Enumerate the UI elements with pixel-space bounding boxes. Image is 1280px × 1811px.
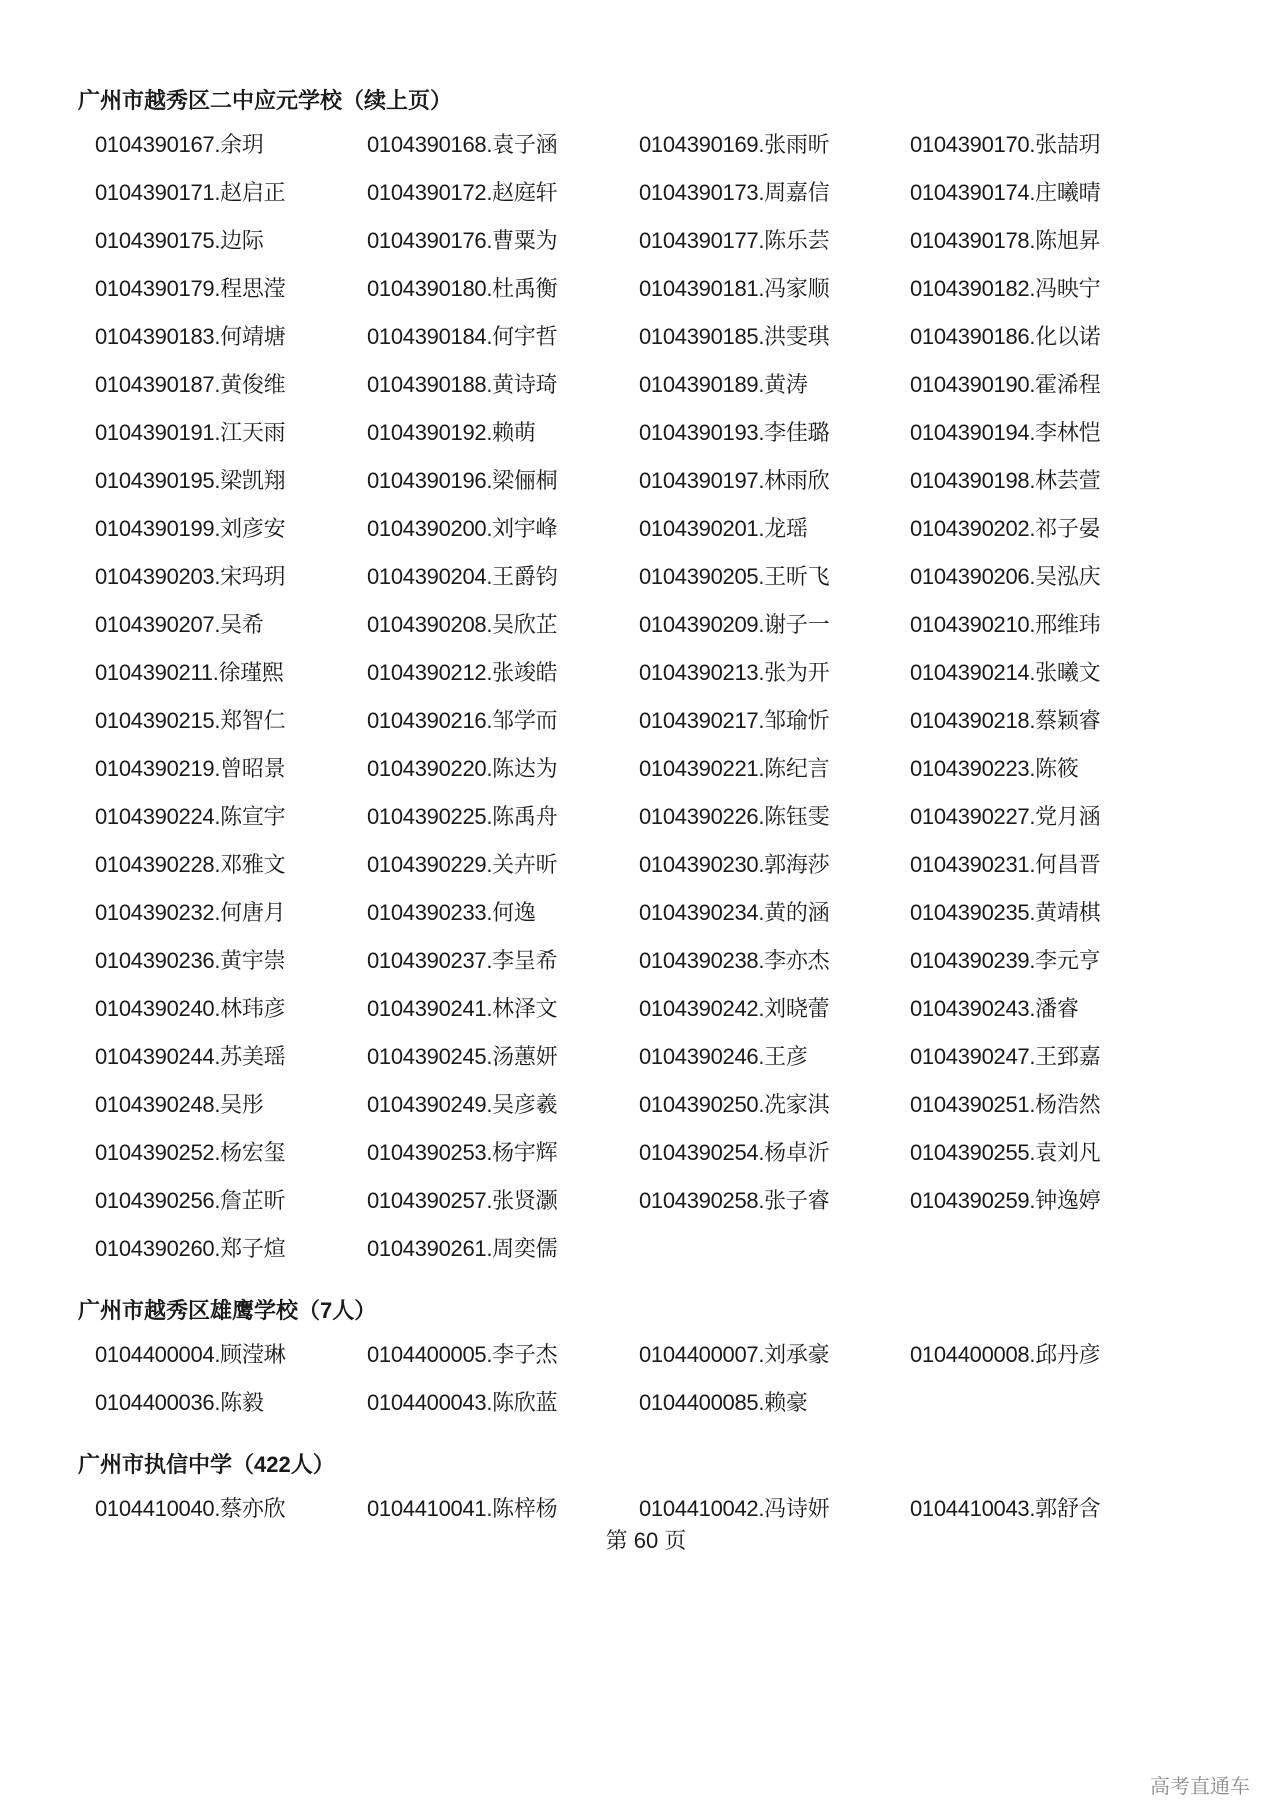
student-entry: 0104390257.张贤灏 xyxy=(367,1188,558,1213)
student-entry: 0104390237.李呈希 xyxy=(367,948,558,973)
student-entry: 0104390201.龙瑶 xyxy=(639,516,808,541)
student-entry: 0104400085.赖豪 xyxy=(639,1390,808,1415)
student-entry: 0104390214.张曦文 xyxy=(910,660,1101,685)
student-entry: 0104390193.李佳璐 xyxy=(639,420,830,445)
student-entry: 0104390234.黄的涵 xyxy=(639,900,830,925)
student-entry: 0104390205.王昕飞 xyxy=(639,564,830,589)
student-entry: 0104390240.林玮彦 xyxy=(95,996,286,1021)
student-entry: 0104390223.陈筱 xyxy=(910,756,1079,781)
student-entry: 0104390241.林泽文 xyxy=(367,996,558,1021)
student-entry: 0104390203.宋玛玥 xyxy=(95,564,286,589)
student-entry: 0104390181.冯家顺 xyxy=(639,276,830,301)
student-entry: 0104390224.陈宣宇 xyxy=(95,804,286,829)
student-entry: 0104390216.邹学而 xyxy=(367,708,558,733)
student-entry: 0104390204.王爵钧 xyxy=(367,564,558,589)
student-entry: 0104390172.赵庭轩 xyxy=(367,180,558,205)
student-entry: 0104390244.苏美瑶 xyxy=(95,1044,286,1069)
student-entry: 0104390197.林雨欣 xyxy=(639,468,830,493)
student-entry: 0104390171.赵启正 xyxy=(95,180,286,205)
student-entry: 0104390183.何靖塘 xyxy=(95,324,286,349)
student-entry: 0104390232.何唐月 xyxy=(95,900,286,925)
student-entry: 0104390194.李林恺 xyxy=(910,420,1101,445)
student-entry: 0104390226.陈钰雯 xyxy=(639,804,830,829)
student-entry: 0104390228.邓雅文 xyxy=(95,852,286,877)
student-entry: 0104390187.黄俊维 xyxy=(95,372,286,397)
student-entry: 0104390225.陈禹舟 xyxy=(367,804,558,829)
student-entry: 0104390185.洪雯琪 xyxy=(639,324,830,349)
student-entry: 0104390255.袁刘凡 xyxy=(910,1140,1101,1165)
student-entry: 0104400036.陈毅 xyxy=(95,1390,264,1415)
student-entry: 0104390218.蔡颖睿 xyxy=(910,708,1101,733)
student-entry: 0104390252.杨宏玺 xyxy=(95,1140,286,1165)
student-entry: 0104390191.江天雨 xyxy=(95,420,286,445)
student-entry: 0104390259.钟逸婷 xyxy=(910,1188,1101,1213)
student-entry: 0104390219.曾昭景 xyxy=(95,756,286,781)
student-entry: 0104390170.张喆玥 xyxy=(910,132,1101,157)
student-entry: 0104390238.李亦杰 xyxy=(639,948,830,973)
student-entry: 0104390253.杨宇辉 xyxy=(367,1140,558,1165)
student-entry: 0104390235.黄靖棋 xyxy=(910,900,1101,925)
student-entry: 0104390167.余玥 xyxy=(95,132,264,157)
student-entry: 0104400007.刘承豪 xyxy=(639,1342,830,1367)
student-entry: 0104390243.潘睿 xyxy=(910,996,1079,1021)
student-entry: 0104400043.陈欣蓝 xyxy=(367,1390,558,1415)
student-entry: 0104390229.关卉昕 xyxy=(367,852,558,877)
student-entry: 0104410043.郭舒含 xyxy=(910,1496,1101,1521)
student-entry: 0104390242.刘晓蕾 xyxy=(639,996,830,1021)
student-entry: 0104410040.蔡亦欣 xyxy=(95,1496,286,1521)
student-entry: 0104390211.徐瑾熙 xyxy=(95,660,284,685)
student-entry: 0104390230.郭海莎 xyxy=(639,852,830,877)
student-entry: 0104390250.冼家淇 xyxy=(639,1092,830,1117)
student-entry: 0104390190.霍浠程 xyxy=(910,372,1101,397)
student-entry: 0104390236.黄宇崇 xyxy=(95,948,286,973)
student-entry: 0104390251.杨浩然 xyxy=(910,1092,1101,1117)
student-entry: 0104390173.周嘉信 xyxy=(639,180,830,205)
student-entry: 0104390212.张竣皓 xyxy=(367,660,558,685)
student-entry: 0104390208.吴欣芷 xyxy=(367,612,558,637)
student-entry: 0104390254.杨卓沂 xyxy=(639,1140,830,1165)
student-entry: 0104390215.郑智仁 xyxy=(95,708,286,733)
student-entry: 0104390258.张子睿 xyxy=(639,1188,830,1213)
section-heading: 广州市越秀区雄鹰学校（7人） xyxy=(78,1298,377,1323)
section-heading: 广州市执信中学（422人） xyxy=(78,1452,335,1477)
student-entry: 0104390249.吴彦羲 xyxy=(367,1092,558,1117)
student-entry: 0104390182.冯映宁 xyxy=(910,276,1101,301)
student-entry: 0104390227.党月涵 xyxy=(910,804,1101,829)
student-entry: 0104390199.刘彦安 xyxy=(95,516,286,541)
student-entry: 0104390174.庄曦晴 xyxy=(910,180,1101,205)
student-entry: 0104410042.冯诗妍 xyxy=(639,1496,830,1521)
student-entry: 0104390180.杜禹衡 xyxy=(367,276,558,301)
student-entry: 0104390177.陈乐芸 xyxy=(639,228,830,253)
student-entry: 0104390239.李元亨 xyxy=(910,948,1101,973)
student-entry: 0104390168.袁子涵 xyxy=(367,132,558,157)
student-entry: 0104390220.陈达为 xyxy=(367,756,558,781)
student-entry: 0104390260.郑子煊 xyxy=(95,1236,286,1261)
student-entry: 0104390217.邹瑜忻 xyxy=(639,708,830,733)
student-entry: 0104390184.何宇哲 xyxy=(367,324,558,349)
student-entry: 0104390202.祁子晏 xyxy=(910,516,1101,541)
student-entry: 0104390195.梁凯翔 xyxy=(95,468,286,493)
student-entry: 0104390207.吴希 xyxy=(95,612,264,637)
student-entry: 0104390196.梁俪桐 xyxy=(367,468,558,493)
student-entry: 0104390186.化以诺 xyxy=(910,324,1101,349)
student-entry: 0104390200.刘宇峰 xyxy=(367,516,558,541)
student-entry: 0104390213.张为开 xyxy=(639,660,830,685)
student-entry: 0104390178.陈旭昇 xyxy=(910,228,1101,253)
student-entry: 0104410041.陈梓杨 xyxy=(367,1496,558,1521)
student-entry: 0104390209.谢子一 xyxy=(639,612,830,637)
student-entry: 0104390231.何昌晋 xyxy=(910,852,1101,877)
student-entry: 0104390198.林芸萱 xyxy=(910,468,1101,493)
student-entry: 0104390179.程思滢 xyxy=(95,276,286,301)
student-entry: 0104390247.王郅嘉 xyxy=(910,1044,1101,1069)
student-entry: 0104390206.吴泓庆 xyxy=(910,564,1101,589)
page-number: 第 60 页 xyxy=(605,1528,687,1553)
student-entry: 0104390188.黄诗琦 xyxy=(367,372,558,397)
student-entry: 0104390248.吴彤 xyxy=(95,1092,264,1117)
student-entry: 0104400004.顾滢琳 xyxy=(95,1342,286,1367)
student-entry: 0104400005.李子杰 xyxy=(367,1342,558,1367)
student-entry: 0104390261.周奕儒 xyxy=(367,1236,558,1261)
student-entry: 0104390246.王彦 xyxy=(639,1044,808,1069)
student-entry: 0104390210.邢维玮 xyxy=(910,612,1101,637)
student-entry: 0104400008.邱丹彦 xyxy=(910,1342,1101,1367)
student-entry: 0104390176.曹粟为 xyxy=(367,228,558,253)
student-entry: 0104390221.陈纪言 xyxy=(639,756,830,781)
student-entry: 0104390192.赖萌 xyxy=(367,420,536,445)
student-entry: 0104390256.詹芷昕 xyxy=(95,1188,286,1213)
section-heading: 广州市越秀区二中应元学校（续上页） xyxy=(78,88,453,113)
student-entry: 0104390233.何逸 xyxy=(367,900,536,925)
student-entry: 0104390189.黄涛 xyxy=(639,372,808,397)
student-entry: 0104390175.边际 xyxy=(95,228,264,253)
student-entry: 0104390245.汤蕙妍 xyxy=(367,1044,558,1069)
watermark: 高考直通车 xyxy=(1150,1776,1250,1798)
student-entry: 0104390169.张雨昕 xyxy=(639,132,830,157)
